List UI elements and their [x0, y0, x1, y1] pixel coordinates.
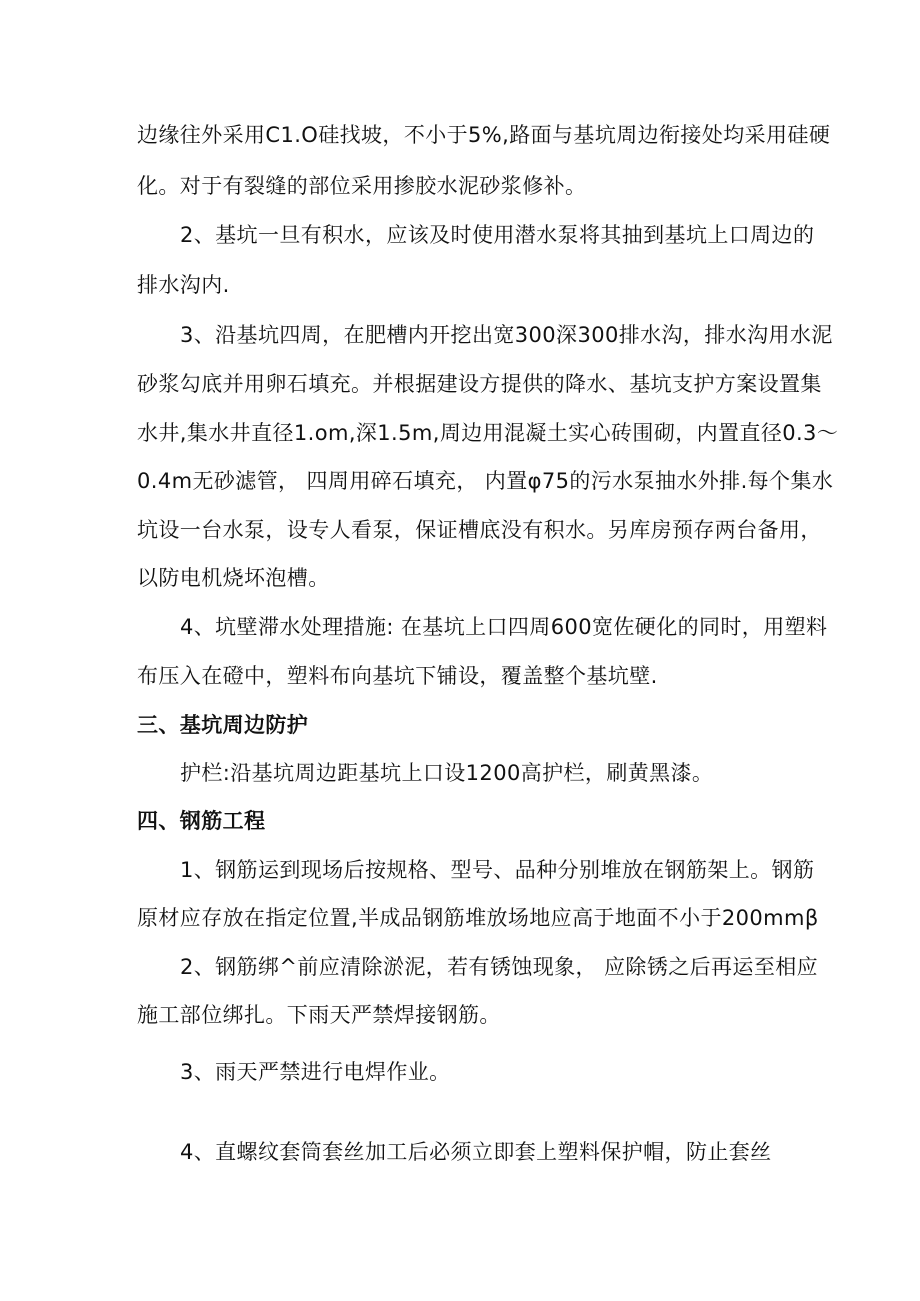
text-line: 2、基坑一旦有积水，应该及时使用潜水泵将其抽到基坑上口周边的 — [180, 223, 815, 247]
text-line: 施工部位绑扎。下雨天严禁焊接钢筋。 — [137, 1003, 501, 1027]
section-heading: 三、基坑周边防护 — [137, 713, 309, 737]
text-line: 化。对于有裂缝的部位采用掺胶水泥砂浆修补。 — [137, 174, 587, 198]
text-line: 2、钢筋绑^前应清除淤泥，若有锈蚀现象， 应除锈之后再运至相应 — [180, 955, 819, 979]
text-line: 水井,集水井直径1.om,深1.5m,周边用混凝土实心砖围砌，内置直径0.3～ — [137, 421, 839, 445]
text-line: 4、直螺纹套筒套丝加工后必须立即套上塑料保护帽，防止套丝 — [180, 1140, 772, 1164]
text-line: 边缘往外采用C1.O硅找坡，不小于5%,路面与基坑周边衔接处均采用硅硬 — [137, 123, 831, 147]
section-heading: 四、钢筋工程 — [137, 809, 266, 833]
text-line: 4、坑壁滞水处理措施: 在基坑上口四周600宽佐硬化的同时，用塑料 — [180, 615, 828, 639]
text-line: 3、沿基坑四周，在肥槽内开挖出宽300深300排水沟，排水沟用水泥 — [180, 323, 833, 347]
text-line: 护栏:沿基坑周边距基坑上口设1200高护栏，刷黄黑漆。 — [180, 761, 714, 785]
text-line: 排水沟内. — [137, 273, 230, 297]
text-line: 坑设一台水泵，设专人看泵，保证槽底没有积水。另库房预存两台备用， — [137, 518, 822, 542]
text-line: 布压入在磴中，塑料布向基坑下铺设，覆盖整个基坑壁. — [137, 664, 658, 688]
text-line: 以防电机烧坏泡槽。 — [137, 566, 330, 590]
text-line: 1、钢筋运到现场后按规格、型号、品种分别堆放在钢筋架上。钢筋 — [180, 858, 815, 882]
text-line: 砂浆勾底并用卵石填充。并根据建设方提供的降水、基坑支护方案设置集 — [137, 372, 822, 396]
text-line: 0.4m无砂滤管， 四周用碎石填充， 内置φ75的污水泵抽水外排.每个集水 — [137, 469, 834, 493]
text-line: 原材应存放在指定位置,半成品钢筋堆放场地应高于地面不小于200mmβ — [137, 906, 819, 930]
text-line: 3、雨天严禁进行电焊作业。 — [180, 1060, 451, 1084]
